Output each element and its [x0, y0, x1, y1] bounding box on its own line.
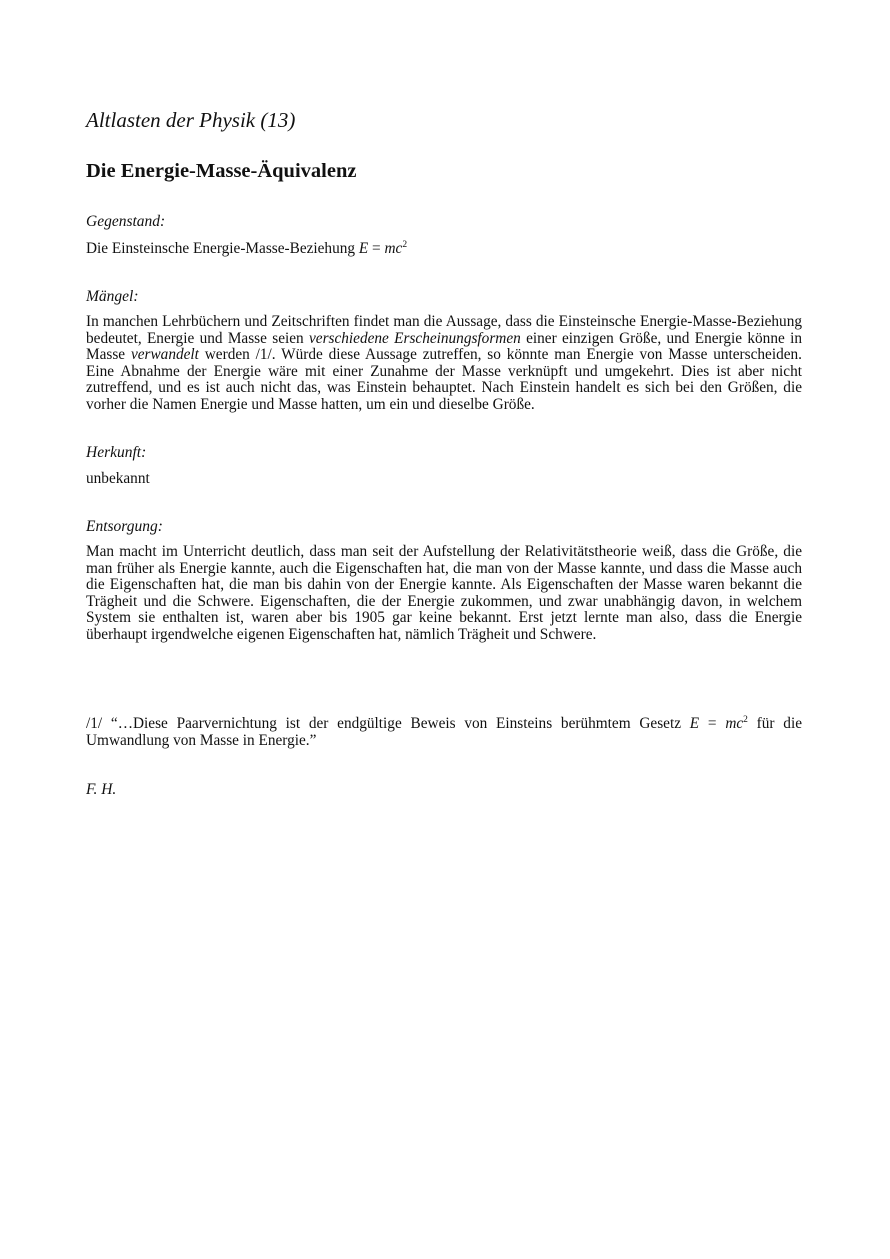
- reference-suffix: für die Umwandlung von Masse in Energie.”: [86, 715, 802, 749]
- reference-prefix: /1/ “…Diese Paarvernichtung ist der endgültige Beweis von Einsteins berühmtem Gesetz: [86, 715, 690, 732]
- formula-energy: E: [358, 240, 369, 257]
- maengel-text-1: In manchen Lehrbüchern und Zeitschriften findet man die Aussage, dass die Einsteinsche Energie-Masse-Beziehung bedeutet, Energie und Masse seien: [86, 313, 802, 347]
- maengel-text-3: werden /1/. Würde diese Aussage zutreffen, so könnte man Energie von Masse unterscheiden. Eine Abnahme der Energie wäre mit einer Zunahme der Masse verknüpft und umgekehrt. Dies ist aber nicht zutreffend, und es ist auch nicht das, was Einstein behauptet. Nach Einstein handelt es sich bei den Größen, die vorher die Namen Energie und Masse hatten, um ein und dieselbe Größe.: [86, 346, 802, 413]
- section-label-gegenstand: Gegenstand:: [86, 213, 166, 230]
- maengel-paragraph: [86, 314, 802, 413]
- formula-equals: =: [368, 240, 385, 257]
- reference-formula-exponent: 2: [743, 714, 748, 725]
- herkunft-text: unbekannt: [86, 470, 150, 487]
- author-signature: F. H.: [86, 781, 117, 798]
- gegenstand-text-prefix: Die Einsteinsche Energie-Masse-Beziehung: [86, 240, 359, 257]
- section-label-maengel: Mängel:: [86, 288, 139, 305]
- series-title: Altlasten der Physik (13): [86, 108, 296, 132]
- formula-mc: mc: [384, 240, 403, 257]
- maengel-text-2: einer einzigen Größe, und Energie könne in Masse: [86, 329, 802, 363]
- reference-footnote: [86, 716, 802, 749]
- article-title: Die Energie-Masse-Äquivalenz: [86, 160, 357, 182]
- reference-formula-energy: E: [689, 715, 700, 732]
- entsorgung-paragraph: Man macht im Unterricht deutlich, dass man seit der Aufstellung der Relativitätstheorie weiß, dass die Größe, die man früher als Energie kannte, auch die Eigenschaften hat, die man von der Masse kannte, und dass die Masse auch die Eigenschaften hat, die man bis dahin von der Energie kannte. Als Eigenschaften der Masse waren bekannt die Trägheit und die Schwere. Eigenschaften, die der Energie zukommen, und zwar unabhängig davon, in welchem System sie enthalten ist, waren aber bis 1905 gar keine bekannt. Erst jetzt lernte man also, dass die Energie überhaupt irgendwelche eigenen Eigenschaften hat, nämlich Trägheit und Schwere.: [86, 543, 802, 643]
- gegenstand-text: [86, 240, 407, 258]
- section-label-entsorgung: Entsorgung:: [86, 518, 163, 535]
- formula-exponent: 2: [402, 239, 408, 250]
- reference-formula-equals: =: [699, 715, 726, 732]
- reference-formula-mc: mc: [725, 715, 744, 732]
- maengel-emphasis-1: verschiedene Erscheinungsformen: [309, 329, 521, 347]
- maengel-emphasis-2: verwandelt: [130, 346, 199, 363]
- section-label-herkunft: Herkunft:: [86, 444, 147, 461]
